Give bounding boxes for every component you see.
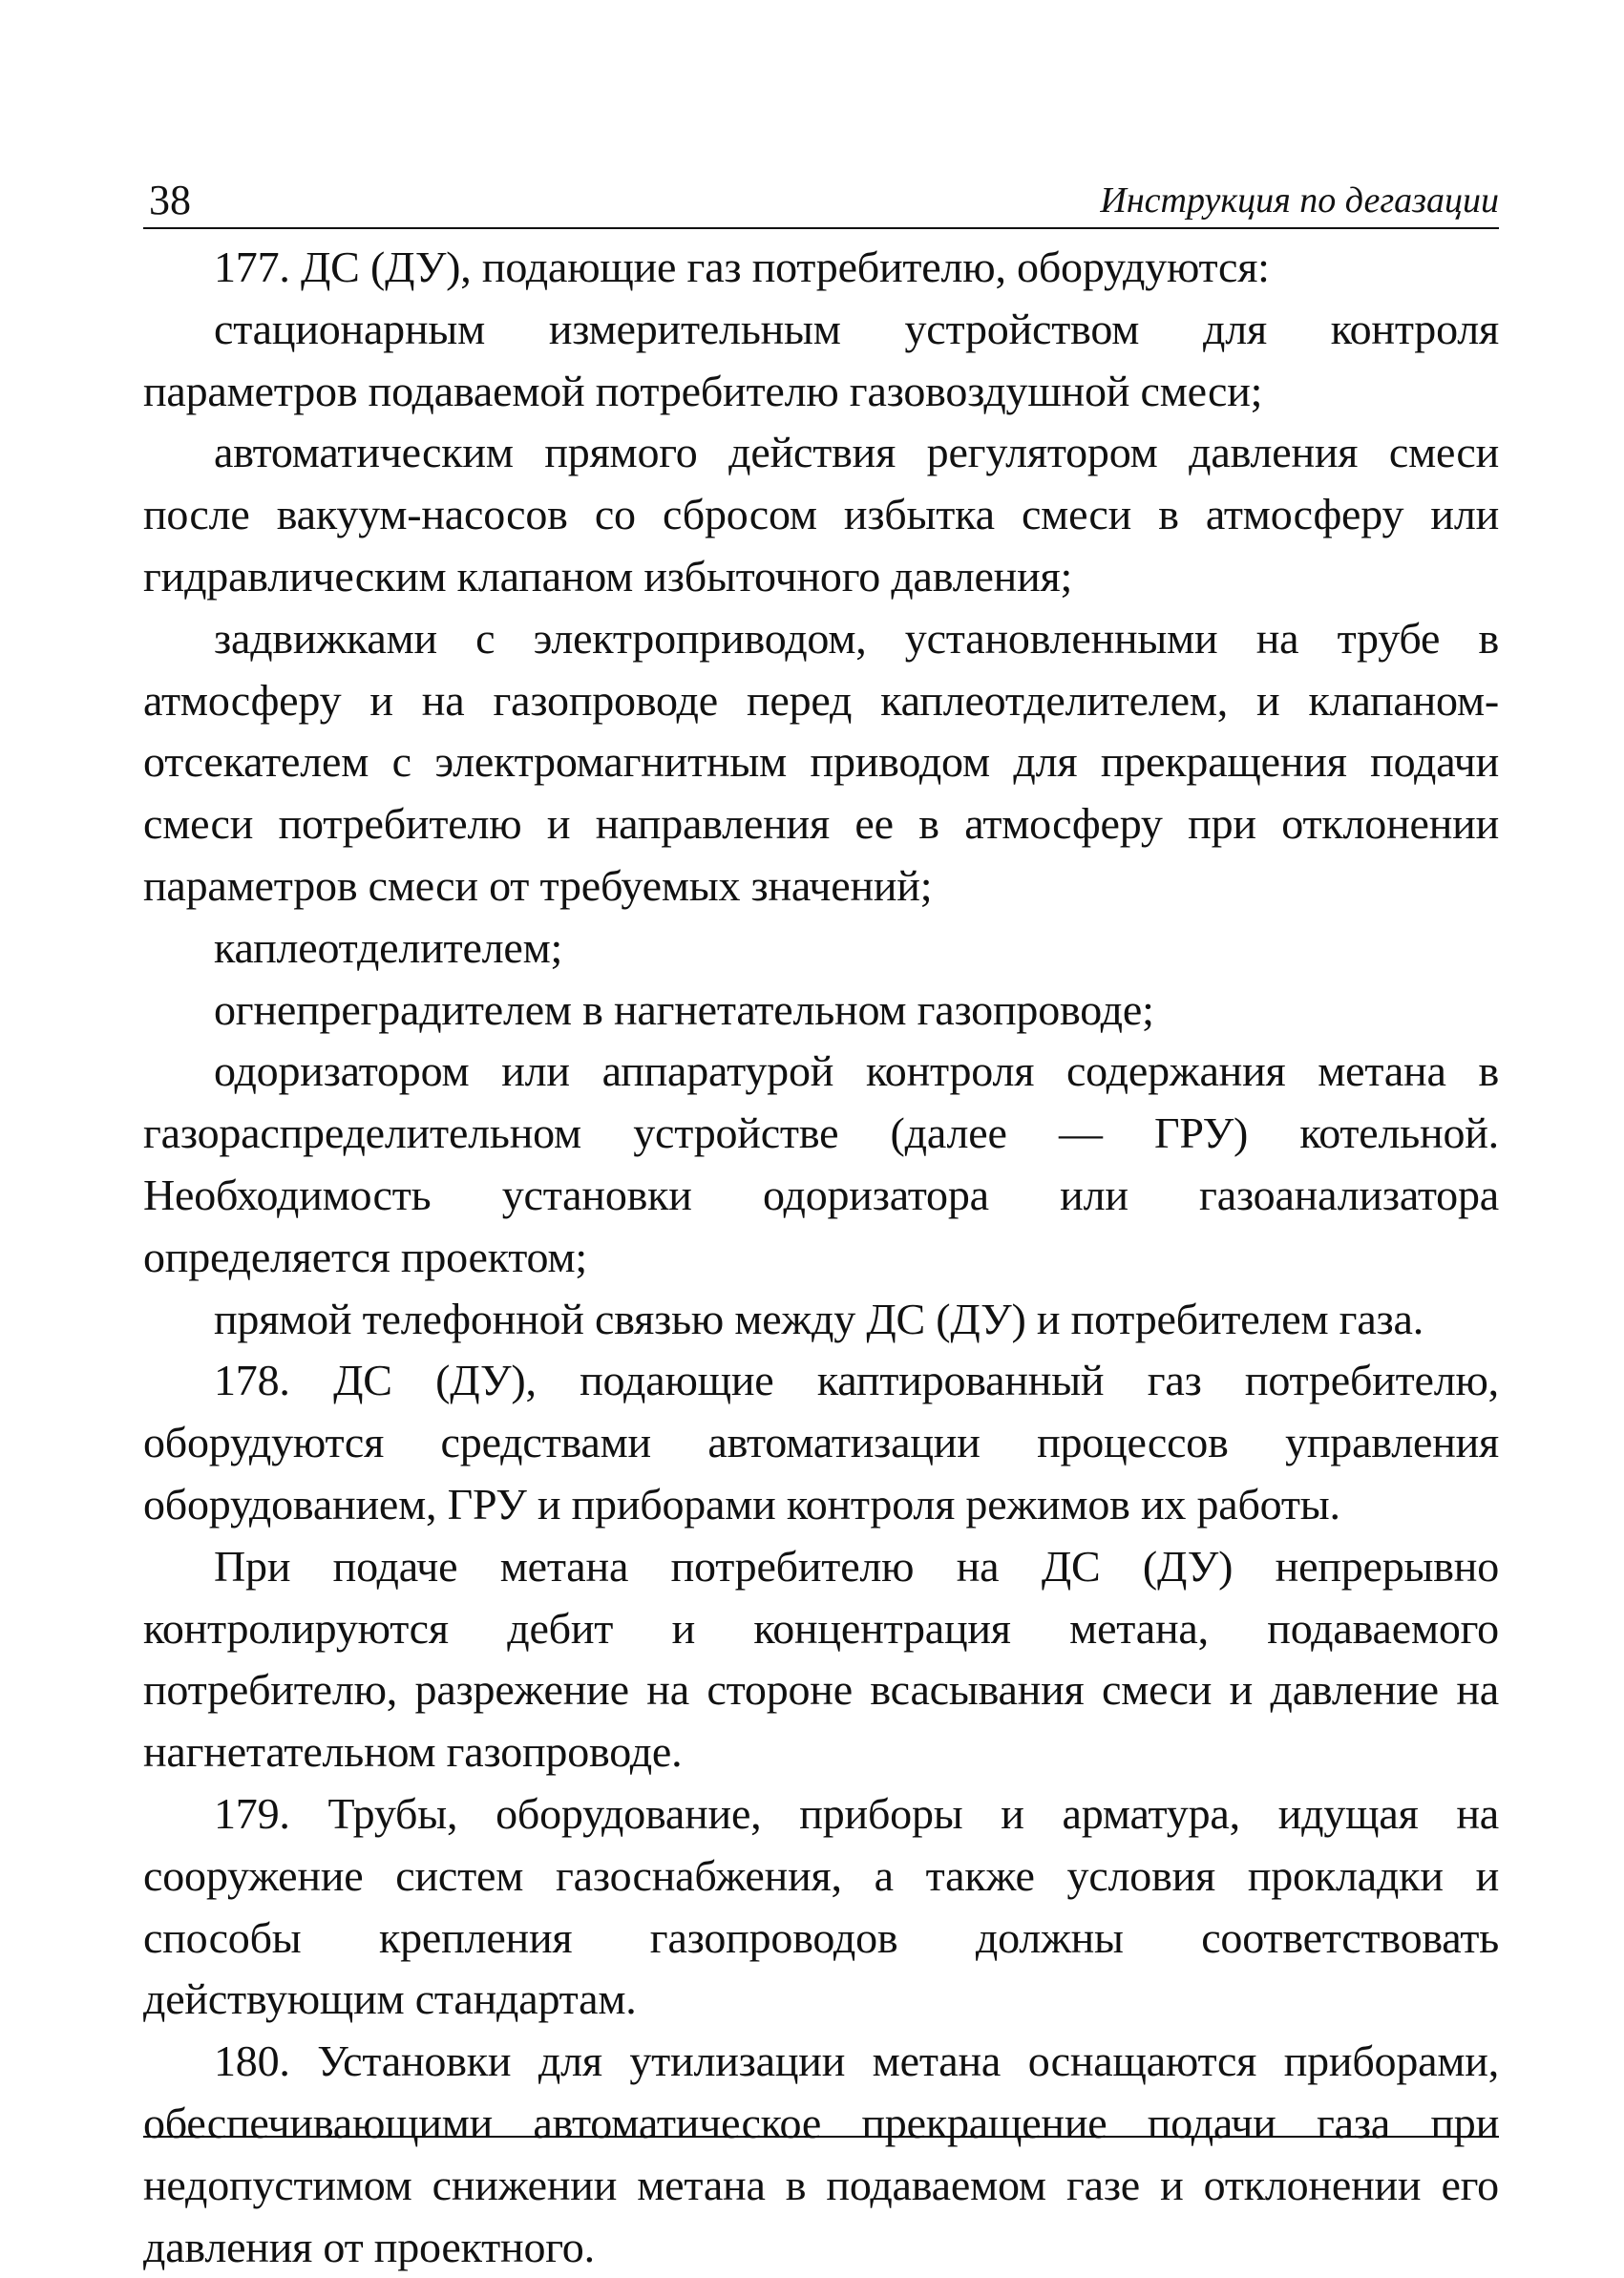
paragraph-pressure-regulator: автоматическим прямого действия регулятором давления смеси после вакуум-насосов со сбросом избытка смеси в атмосферу или гидравлическим клапаном избыточного давления; [143,428,1499,601]
running-header [143,172,1499,229]
book-page [143,172,1499,2278]
paragraph-180: 180. Установки для утилизации метана оснащаются приборами, обеспечивающими автоматическое прекращение подачи газа при недопустимом снижении метана в подаваемом газе и отклонении его давления от проектного. [143,2036,1499,2271]
paragraph-flame-arrester: огнепреградителем в нагнетательном газопроводе; [214,984,1154,1034]
paragraph-valves: задвижками с электроприводом, установленными на трубе в атмосферу и на газопроводе перед каплеотделителем, и клапаном-отсекателем с электромагнитным приводом для прекращения подачи смеси потребителю и направления ее в атмосферу при отклонении параметров смеси от требуемых значений; [143,613,1499,910]
paragraph-odorizer: одоризатором или аппаратурой контроля содержания метана в газораспределительном устройстве (далее — ГРУ) котельной. Необходимость установки одоризатора или газоанализатора определяется проектом; [143,1046,1499,1281]
body-text [143,237,1499,2278]
paragraph-179: 179. Трубы, оборудование, приборы и арматура, идущая на сооружение систем газоснабжения, а также условия прокладки и способы крепления газопроводов должны соответствовать действующим стандартам. [143,1788,1499,2024]
paragraph-methane-control: При подаче метана потребителю на ДС (ДУ) непрерывно контролируются дебит и концентрация метана, подаваемого потребителю, разрежение на стороне всасывания смеси и давление на нагнетательном газопроводе. [143,1541,1499,1777]
paragraph-telephone: прямой телефонной связью между ДС (ДУ) и потребителем газа. [214,1294,1424,1343]
page-number: 38 [149,177,191,223]
paragraph-178: 178. ДС (ДУ), подающие каптированный газ потребителю, оборудуются средствами автоматизации процессов управления оборудованием, ГРУ и приборами контроля режимов их работы. [143,1356,1499,1529]
paragraph-drip-separator: каплеотделителем; [214,922,563,972]
paragraph-measuring-device: стационарным измерительным устройством для контроля параметров подаваемой потребителю газовоздушной смеси; [143,304,1499,415]
paragraph-177: 177. ДС (ДУ), подающие газ потребителю, оборудуются: [214,243,1270,291]
bottom-rule [143,2136,1499,2138]
running-title: Инструкция по дегазации [1100,180,1499,221]
